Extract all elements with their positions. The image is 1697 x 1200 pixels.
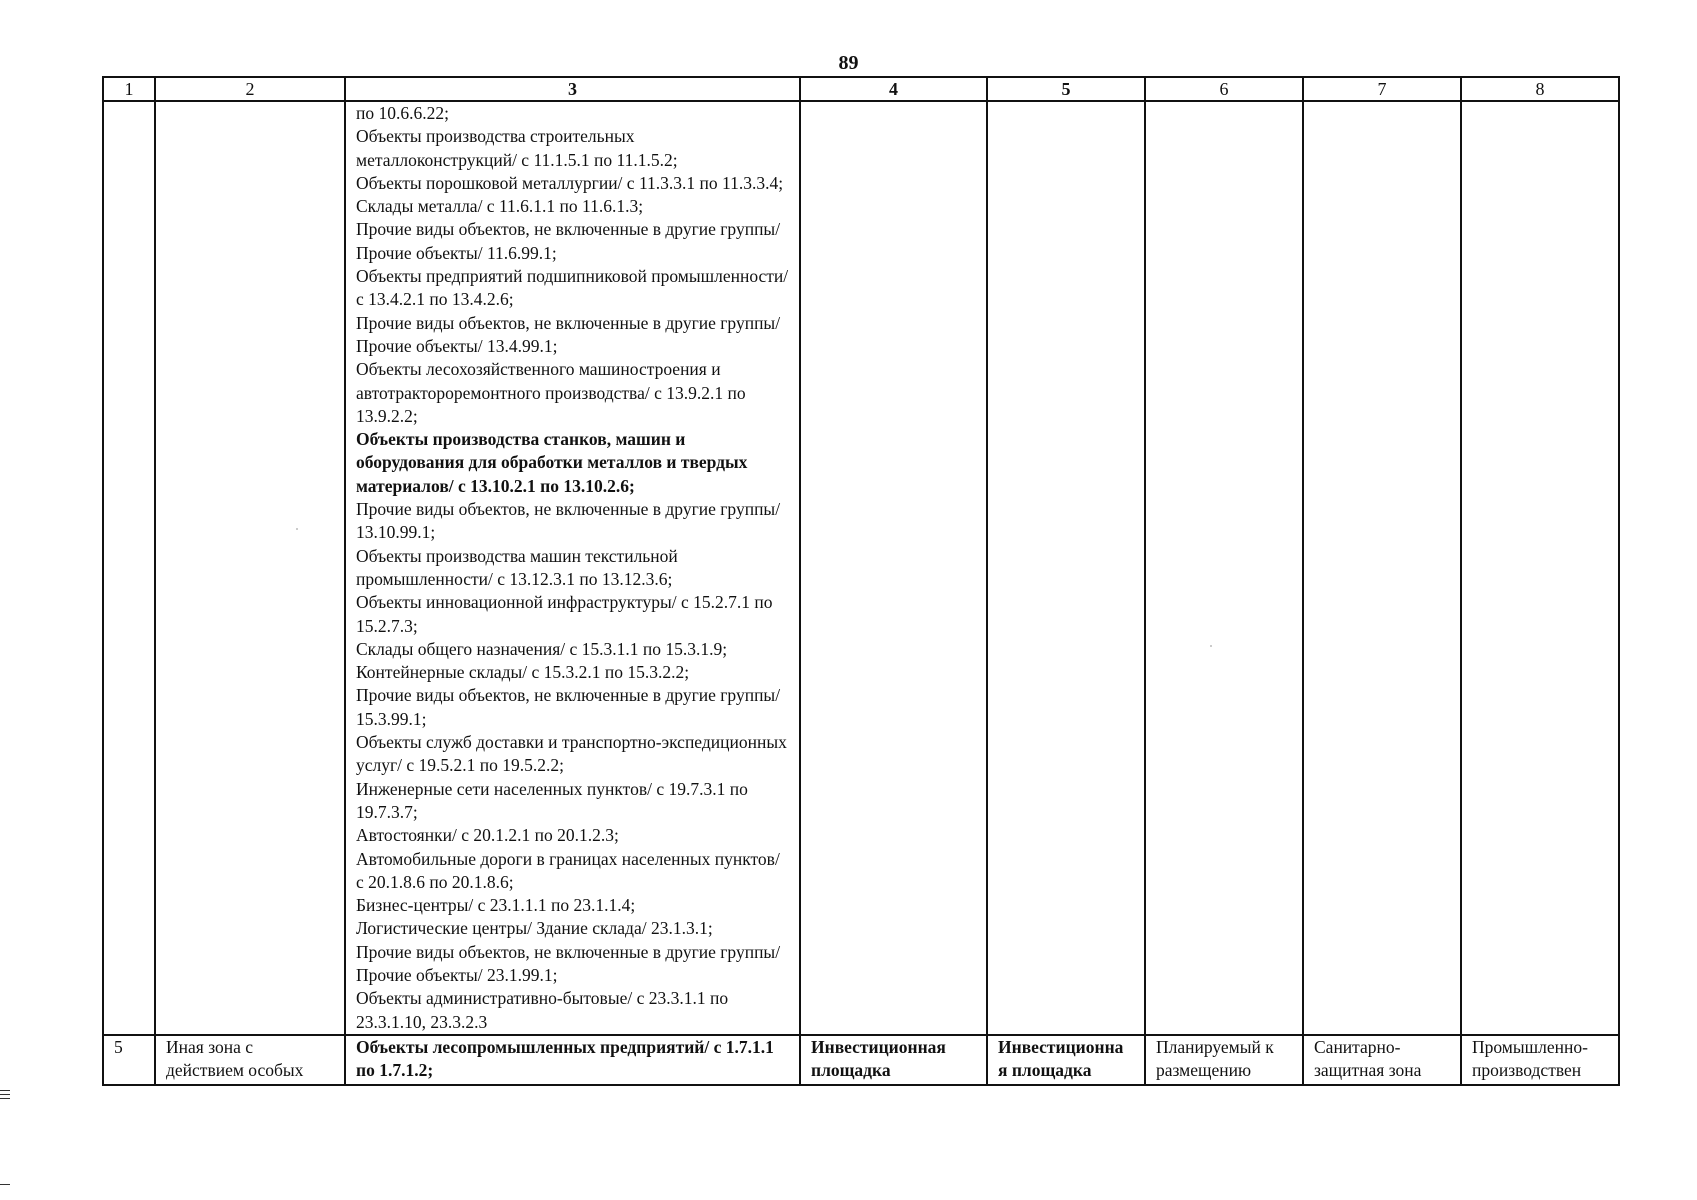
header-cell-6: 6 [1145,77,1303,101]
object-entry: Объекты инновационной инфраструктуры/ с 15.2.7.1 по 15.2.7.3; [356,592,773,636]
row-number-cell: 5 [103,1035,155,1085]
object-entry: Логистические центры/ Здание склада/ 23.1.3.1; [356,918,713,939]
scan-speck [296,528,298,530]
margin-mark [0,1098,10,1099]
object-entry: Склады металла/ с 11.6.1.1 по 11.6.1.3; [356,196,644,217]
header-cell-4: 4 [800,77,987,101]
header-cell-5: 5 [987,77,1145,101]
object-entry: Автостоянки/ с 20.1.2.1 по 20.1.2.3; [356,825,619,846]
industrial-zone-cell: Промышленно-производствен [1461,1035,1619,1085]
object-entry: Объекты производства станков, машин и оборудования для обработки металлов и твердых материалов/ с 13.10.2.1 по 13.10.2.6; [356,429,748,496]
object-entry: Контейнерные склады/ с 15.3.2.1 по 15.3.2.2; [356,662,690,683]
zoning-table [102,76,1620,1086]
table-row [103,101,1619,1035]
object-entry: Прочие виды объектов, не включенные в другие группы/ 13.10.99.1; [356,499,781,543]
scan-speck [1210,645,1212,647]
object-entry: Объекты порошковой металлургии/ с 11.3.3.1 по 11.3.3.4; [356,172,784,193]
object-entry: Объекты административно-бытовые/ с 23.3.1.1 по 23.3.1.10, 23.3.2.3 [356,988,729,1032]
object-entry: Объекты лесохозяйственного машиностроения и автотракторoремонтного производства/ с 13.9.2.1 по 13.9.2.2; [356,359,746,426]
object-entry: Автомобильные дороги в границах населенных пунктов/ с 20.1.8.6 по 20.1.8.6; [356,848,780,892]
header-row [103,77,1619,101]
margin-mark [0,1090,10,1091]
sanitary-zone-cell: Санитарно-защитная зона [1303,1035,1461,1085]
objects-list-cell [345,101,800,1035]
investment-site-cell-2: Инвестиционна я площадка [987,1035,1145,1085]
margin-mark [0,1094,10,1095]
margin-mark [0,1184,10,1185]
object-entry: Объекты предприятий подшипниковой промышленности/ с 13.4.2.1 по 13.4.2.6; [356,266,789,310]
object-entry: Бизнес-центры/ с 23.1.1.1 по 23.1.1.4; [356,895,636,916]
object-entry: Прочие виды объектов, не включенные в другие группы/ Прочие объекты/ 23.1.99.1; [356,941,781,985]
zone-name-cell [155,101,345,1035]
page-number: 89 [838,52,859,74]
empty-cell-5 [987,101,1145,1035]
empty-cell-6 [1145,101,1303,1035]
object-entry: по 10.6.6.22; [356,103,449,123]
object-entry: Объекты производства машин текстильной промышленности/ с 13.12.3.1 по 13.12.3.6; [356,545,678,589]
header-cell-1: 1 [103,77,155,101]
object-entry: Прочие виды объектов, не включенные в другие группы/ Прочие объекты/ 11.6.99.1; [356,219,781,263]
row-number-cell [103,101,155,1035]
objects-list-cell: Объекты лесопромышленных предприятий/ с 1.7.1.1 по 1.7.1.2; [345,1035,800,1085]
investment-site-cell: Инвестиционная площадка [800,1035,987,1085]
objects-list [356,102,789,1034]
object-entry: Склады общего назначения/ с 15.3.1.1 по 15.3.1.9; [356,638,728,659]
object-entry: Объекты служб доставки и транспортно-экспедиционных услуг/ с 19.5.2.1 по 19.5.2.2; [356,732,787,776]
header-cell-7: 7 [1303,77,1461,101]
object-entry: Объекты производства строительных металлоконструкций/ с 11.1.5.1 по 11.1.5.2; [356,126,678,170]
planned-cell: Планируемый к размещению [1145,1035,1303,1085]
header-cell-3: 3 [345,77,800,101]
object-entry: Прочие виды объектов, не включенные в другие группы/ Прочие объекты/ 13.4.99.1; [356,312,781,356]
object-entry: Инженерные сети населенных пунктов/ с 19.7.3.1 по 19.7.3.7; [356,778,748,822]
zone-name-cell: Иная зона с действием особых [155,1035,345,1085]
empty-cell-8 [1461,101,1619,1035]
empty-cell-4 [800,101,987,1035]
table-row [103,1035,1619,1085]
header-cell-8: 8 [1461,77,1619,101]
empty-cell-7 [1303,101,1461,1035]
header-cell-2: 2 [155,77,345,101]
object-entry: Прочие виды объектов, не включенные в другие группы/ 15.3.99.1; [356,685,781,729]
